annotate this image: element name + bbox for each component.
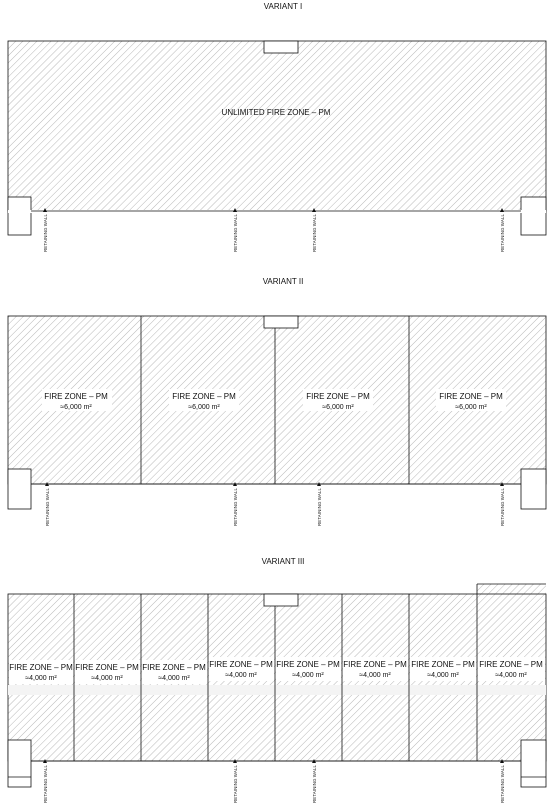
corner-block-left [8,197,31,235]
entrance-block [264,316,298,328]
retaining-wall-label: RETAINING WALL [312,214,317,252]
retaining-wall-marker [233,482,238,526]
zone-label-name: FIRE ZONE – PM [343,660,407,669]
retaining-wall-label: RETAINING WALL [500,488,505,526]
zone-label-name: FIRE ZONE – PM [276,660,340,669]
zone-label-area: ≈4,000 m² [427,672,459,679]
zone-label-area: ≈4,000 m² [25,675,57,682]
retaining-wall-label: RETAINING WALL [45,488,50,526]
retaining-wall-marker [312,208,317,252]
variant-1 [8,2,546,252]
zone-label-name: FIRE ZONE – PM [75,663,139,672]
retaining-wall-label: RETAINING WALL [233,214,238,252]
corner-block-right [521,740,546,787]
retaining-wall-marker [43,759,48,803]
variant-2 [8,277,546,526]
zone-label-area: ≈6,000 m² [60,404,92,411]
retaining-wall-label: RETAINING WALL [317,488,322,526]
annex-strip [477,584,546,594]
retaining-wall-label: RETAINING WALL [500,214,505,252]
retaining-wall-marker [312,759,317,803]
zone-label-area: ≈4,000 m² [359,672,391,679]
zone-label-name: FIRE ZONE – PM [9,663,73,672]
retaining-wall-marker [233,759,238,803]
retaining-wall-marker [45,482,50,526]
retaining-wall-label: RETAINING WALL [312,765,317,803]
corner-block-right [521,197,546,235]
variant-3 [8,557,546,803]
retaining-wall-marker [317,482,322,526]
zone-label-name: FIRE ZONE – PM [411,660,475,669]
fire-zone-area [8,41,546,211]
variant-1-title: VARIANT I [263,2,303,11]
retaining-wall-marker [500,759,505,803]
zone-label-area: ≈6,000 m² [322,404,354,411]
variant-3-title: VARIANT III [261,557,305,566]
zone-label-name: FIRE ZONE – PM [439,392,503,401]
zone-label-area: ≈6,000 m² [188,404,220,411]
zone-label-area: ≈4,000 m² [158,675,190,682]
retaining-wall-label: RETAINING WALL [233,765,238,803]
zone-label-area: ≈4,000 m² [91,675,123,682]
retaining-wall-line-bg [8,210,546,213]
zone-label-area: ≈4,000 m² [225,672,257,679]
corner-block-right [521,469,546,509]
zone-label-name: FIRE ZONE – PM [306,392,370,401]
zone-label-name: FIRE ZONE – PM [172,392,236,401]
zone-label-area: ≈6,000 m² [455,404,487,411]
entrance-block [264,41,298,53]
variant-2-title: VARIANT II [262,277,304,286]
zone-label-name: FIRE ZONE – PM [209,660,273,669]
entrance-block [264,594,298,606]
zone-label-name: FIRE ZONE – PM [479,660,543,669]
light-band [8,685,546,695]
retaining-wall-marker [500,208,505,252]
corner-block-left [8,740,31,787]
zone-label-area: ≈4,000 m² [495,672,527,679]
zone-label-name: UNLIMITED FIRE ZONE – PM [221,108,331,117]
retaining-wall-marker [500,482,505,526]
corner-block-left [8,469,31,509]
retaining-wall-label: RETAINING WALL [43,765,48,803]
retaining-wall-label: RETAINING WALL [233,488,238,526]
retaining-wall-marker [233,208,238,252]
retaining-wall-label: RETAINING WALL [43,214,48,252]
zone-label-area: ≈4,000 m² [292,672,324,679]
retaining-wall-marker [43,208,48,252]
retaining-wall-label: RETAINING WALL [500,765,505,803]
zone-label-name: FIRE ZONE – PM [44,392,108,401]
zone-label-name: FIRE ZONE – PM [142,663,206,672]
